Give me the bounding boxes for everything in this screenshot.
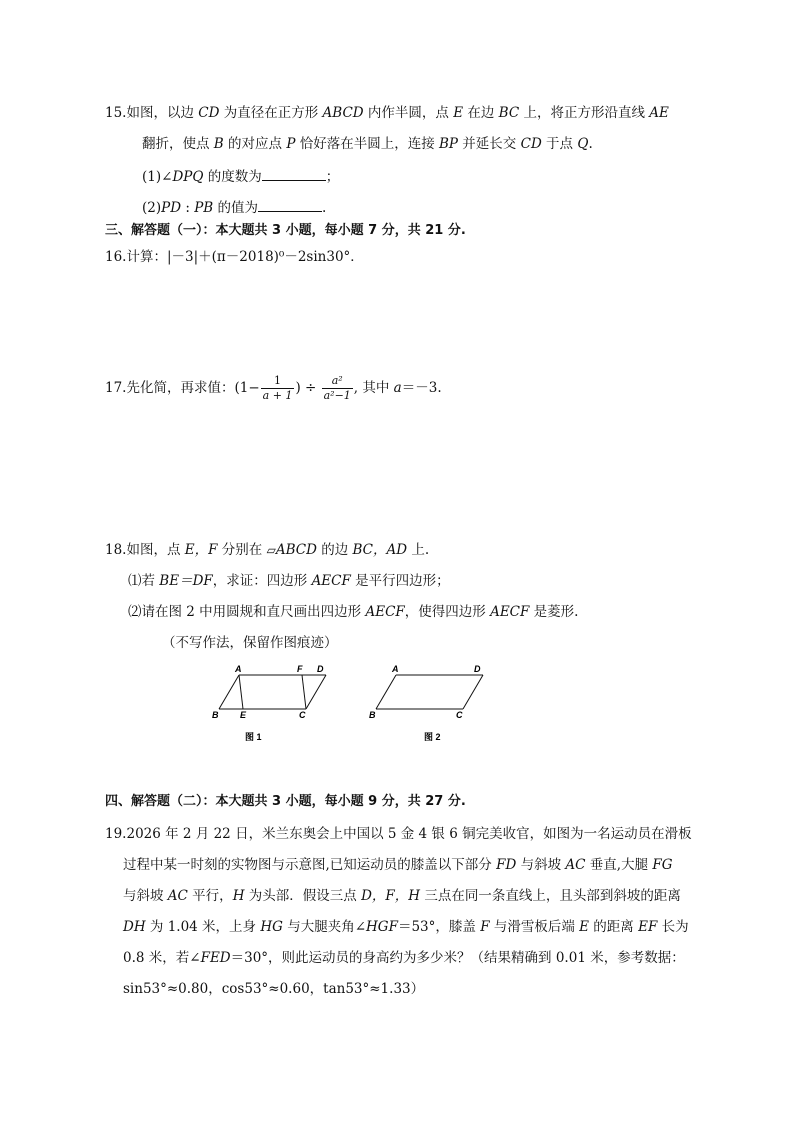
q15-sub1: (1)∠DPQ 的度数为 ；	[142, 166, 339, 186]
fig2-label-d: D	[474, 664, 481, 674]
q19-line6: sin53°≈0.80，cos53°≈0.60，tan53°≈1.33）	[123, 981, 425, 997]
fraction-1: $\frac{1}{a + 1}$	[262, 374, 293, 402]
q17: 17.先化简，再求值：(1− $\frac{1}{a + 1}$ ) ÷ $\frac{\text{a²}}{\text{a²−1}}$ , 其中 a＝－3.	[105, 374, 442, 402]
figure-2	[362, 660, 492, 750]
q15-line1: 15.如图，以边 CD 为直径在正方形 ABCD 内作半圆，点 E 在边 BC 上，将正方形沿直线 AE	[105, 105, 669, 121]
q17-number: 17.	[105, 380, 127, 396]
fig1-label-b: B	[212, 710, 219, 720]
q15-line2: 翻折，使点 B 的对应点 P 恰好落在半圆上，连接 BP 并延长交 CD 于点 Q.	[142, 136, 593, 152]
fig2-side-dc	[463, 675, 483, 709]
fig1-label-f: F	[297, 664, 303, 674]
answer-blank-1[interactable]	[262, 166, 326, 181]
q18-line1: 18.如图，点 E，F 分别在 ▱ABCD 的边 BC，AD 上.	[105, 542, 430, 558]
fig2-side-ab	[376, 675, 396, 709]
answer-blank-2[interactable]	[258, 197, 322, 212]
fraction-2: $\frac{\text{a²}}{\text{a²−1}}$	[323, 374, 351, 402]
q18-number: 18.	[105, 542, 127, 558]
fig1-label-a: A	[235, 664, 242, 674]
fig2-label-c: C	[456, 710, 463, 720]
fig1-label-c: C	[299, 710, 306, 720]
fig1-caption: 图 1	[245, 732, 262, 742]
q18-note: （不写作法，保留作图痕迹）	[162, 635, 338, 651]
q16: 16.计算：|－3|＋(π－2018)⁰－2sin30°．	[105, 249, 364, 265]
section4-heading: 四、解答题（二）：本大题共 3 小题，每小题 9 分，共 27 分.	[105, 794, 466, 809]
q18-sub1: ⑴若 BE＝DF，求证：四边形 AECF 是平行四边形；	[128, 573, 450, 589]
q16-number: 16.	[105, 249, 127, 265]
fig2-caption: 图 2	[424, 732, 441, 742]
q19-line3: 与斜坡 AC 平行，H 为头部．假设三点 D，F，H 三点在同一条直线上，且头部到斜坡的距离	[123, 888, 681, 904]
q19-line5: 0.8 米，若∠FED＝30°，则此运动员的身高约为多少米？（结果精确到 0.01 米，参考数据：	[123, 950, 685, 966]
fig1-side-ab	[219, 675, 239, 709]
section3-heading: 三、解答题（一）：本大题共 3 小题，每小题 7 分，共 21 分.	[105, 223, 466, 238]
fig2-label-a: A	[392, 664, 399, 674]
q19-line1: 19.2026 年 2 月 22 日，米兰东奥会上中国以 5 金 4 银 6 铜完美收官，如图为一名运动员在滑板	[105, 826, 692, 842]
fig1-segment-fc	[302, 675, 306, 709]
q18-sub2: ⑵请在图 2 中用圆规和直尺画出四边形 AECF，使得四边形 AECF 是菱形.	[128, 604, 579, 620]
fig1-segment-ae	[239, 675, 243, 709]
q19-line2: 过程中某一时刻的实物图与示意图,已知运动员的膝盖以下部分 FD 与斜坡 AC 垂直,大腿 FG	[123, 857, 673, 873]
q15-sub2: (2)PD : PB 的值为 .	[142, 197, 326, 217]
q15-number: 15.	[105, 105, 127, 121]
fig2-label-b: B	[369, 710, 376, 720]
fig1-label-e: E	[240, 710, 247, 720]
fig1-label-d: D	[317, 664, 324, 674]
figure-1	[205, 660, 335, 750]
q19-line4: DH 为 1.04 米，上身 HG 与大腿夹角∠HGF＝53°，膝盖 F 与滑雪板后端 E 的距离 EF 长为	[123, 919, 689, 935]
fig1-side-dc	[306, 675, 326, 709]
q19-number: 19.	[105, 826, 127, 842]
